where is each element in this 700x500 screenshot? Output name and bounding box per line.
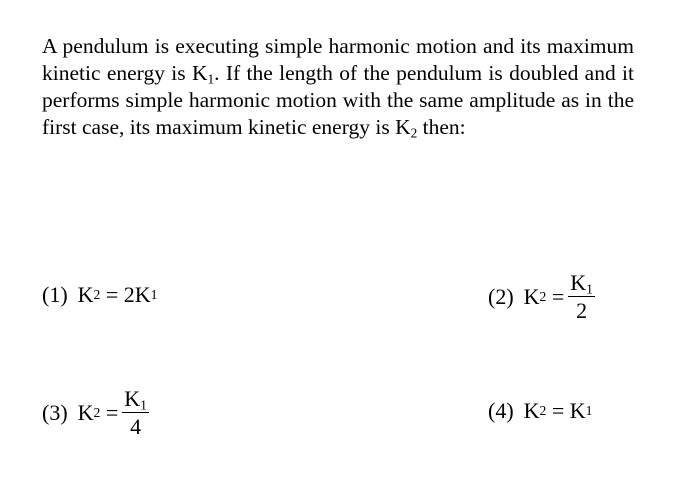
question-text-part: then: — [417, 115, 466, 139]
fraction-denominator: 4 — [130, 414, 142, 439]
relation-sign: = — [546, 284, 565, 309]
question-text-part: A pendulum is executing simple harmonic motion and its maximum kinetic energy is K — [42, 34, 634, 85]
fraction-denominator: 2 — [576, 298, 588, 323]
subscript: 1 — [140, 397, 147, 413]
question-text-part: . If the length of the pendulum is doubled and it performs simple harmonic motion with the same amplitude as in the first case, its maximum kinetic energy is K — [42, 61, 634, 139]
fraction-numerator — [122, 388, 149, 413]
option-number: (2) — [488, 284, 514, 309]
subscript: 1 — [207, 71, 215, 87]
option-rhs: K — [569, 398, 586, 423]
option-1[interactable]: (1) K 2 = 2K 1 — [42, 282, 158, 307]
option-3[interactable]: (3) K 2 = $\frac{K_1}{4}$ — [42, 386, 147, 439]
numerator-text: K — [570, 270, 587, 295]
option-number: (3) — [42, 400, 68, 425]
fraction — [568, 272, 595, 322]
fraction — [122, 388, 149, 438]
question-text — [42, 33, 634, 141]
option-4[interactable]: (4) K 2 = K 1 — [488, 398, 593, 423]
option-2[interactable]: (2) K 2 = $\frac{K_1}{2}$ — [488, 270, 593, 323]
numerator-text: K — [124, 386, 141, 411]
subscript: 1 — [586, 281, 593, 297]
relation-sign: = — [100, 282, 124, 307]
option-number: (1) — [42, 282, 68, 307]
option-lhs: K — [523, 398, 540, 423]
relation-sign: = — [100, 400, 119, 425]
option-rhs: 2K — [123, 282, 151, 307]
option-lhs: K — [77, 282, 94, 307]
option-lhs: K — [523, 284, 540, 309]
subscript: 2 — [410, 125, 418, 141]
fraction-numerator — [568, 272, 595, 297]
relation-sign: = — [546, 398, 570, 423]
option-lhs: K — [77, 400, 94, 425]
option-number: (4) — [488, 398, 514, 423]
